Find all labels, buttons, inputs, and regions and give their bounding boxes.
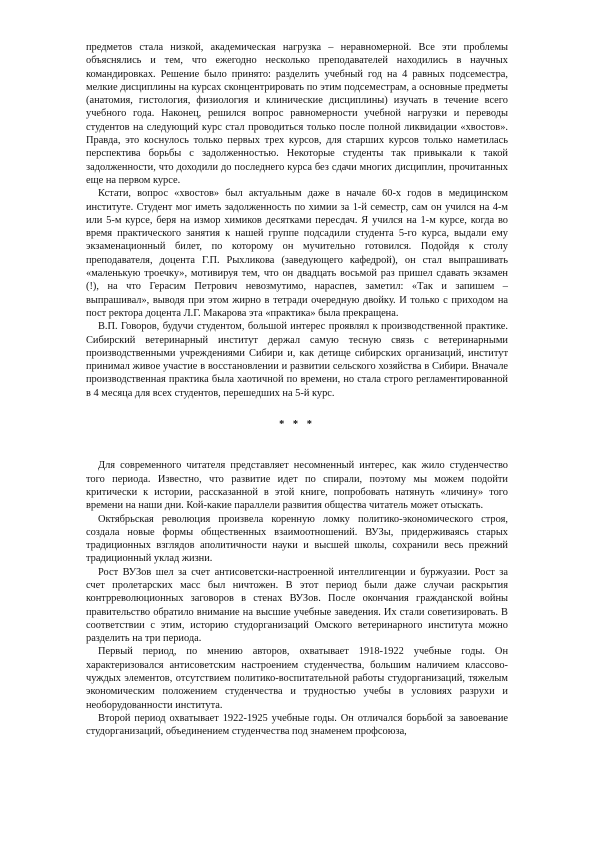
paragraph: Кстати, вопрос «хвостов» был актуальным даже в начале 60-х годов в медицинском институте. Студент мог иметь задолженность по химии за 1-й семестр, сам он учился на 4-м или 5-м курсе, беря на измор химиков десятками пересдач. Я учился на 1-м курсе, когда во время практического занятия к нашей группе подсадили студента 5-го курса, выдали ему экзаменационный билет, по которому он мучительно готовился. Подойдя к столу преподавателя, доцента Г.П. Рыхликова (заведующего кафедрой), он стал выпрашивать «маленькую троечку», мотивируя тем, что он двадцать восьмой раз пришел сдавать экзамен (!), на что Герасим Петрович невозмутимо, нараспев, заметил: «Так и запишем – выпрашивал», выводя при этом жирно в тетради очередную двойку. И только с приходом на пост ректора доцента Л.Г. Макарова эта «практика» была прекращена.	[86, 188, 508, 319]
paragraph: Рост ВУЗов шел за счет антисоветски-настроенной интеллигенции и буржуазии. Рост за счет пролетарских масс был ничтожен. В этот период были даже случаи раскрытия контрреволюционных заговоров в стенах ВУЗов. После окончания гражданской войны правительство обратило внимание на высшие учебные заведения. Их стали советизировать. В соответствии с этим, историю студорганизаций Омского ветеринарного института можно разделить на три периода.	[86, 566, 508, 645]
paragraph: Второй период охватывает 1922-1925 учебные годы. Он отличался борьбой за завоевание студорганизаций, объединением студенчества под знаменем профсоюза,	[86, 712, 508, 738]
section-separator: * * *	[279, 419, 315, 431]
paragraph: Октябрьская революция произвела коренную ломку политико-экономического строя, создала новые формы общественных взаимоотношений. ВУЗы, придерживаясь старых традиционных взглядов аполитичности науки и высшей школы, сохранили весь прежний традиционный уклад жизни.	[86, 513, 508, 565]
paragraph: предметов стала низкой, академическая нагрузка – неравномерной. Все эти проблемы объяснялись и тем, что ежегодно несколько преподавателей находились в научных командировках. Решение было принято: разделить учебный год на 4 равных подсеместра, мелкие дисциплины на курсах сконцентрировать по этим подсеместрам, а основные предметы (анатомия, гистология, физиология и клинические дисциплины) изучать в течение всего учебного года. Наконец, решился вопрос равномерности учебной нагрузки и переводы студентов на следующий курс стал проводиться только после полной ликвидации «хвостов». Правда, это коснулось только первых трех курсов, для старших курсов только наметилась перспектива борьбы с задолженностью. Некоторые студенты так привыкали к такой задолженности, что доходили до последнего курса без сдачи многих дисциплин, прочитанных еще на первом курсе.	[86, 42, 508, 186]
paragraph: Для современного читателя представляет несомненный интерес, как жило студенчество того периода. Известно, что развитие идет по спирали, поэтому мы можем подойти критически к истории, рассказанной в этой книге, попробовать натянуть «личину» того времени на наши дни. Кой-какие параллели развития общества читатель может отыскать.	[86, 460, 508, 512]
paragraph: Первый период, по мнению авторов, охватывает 1918-1922 учебные годы. Он характеризовался антисоветским настроением студенчества, большим наличием классово-чуждых элементов, отсутствием политико-воспитательной работы студорганизаций, тяжелым экономическим положением студенчества и трудностью учебы в условиях разрухи и необорудованности института.	[86, 646, 508, 711]
paragraph: В.П. Говоров, будучи студентом, большой интерес проявлял к производственной практике. Сибирский ветеринарный институт держал самую тесную связь с ветеринарными производственными учреждениями Сибири и, как детище сибирских организаций, институт принимал живое участие в восстановлении и развитии сельского хозяйства в Сибири. Вначале производственная практика была хаотичной по времени, но стала строго регламентированной в 4 месяца для всех студентов, перешедших на 5-й курс.	[86, 321, 508, 399]
